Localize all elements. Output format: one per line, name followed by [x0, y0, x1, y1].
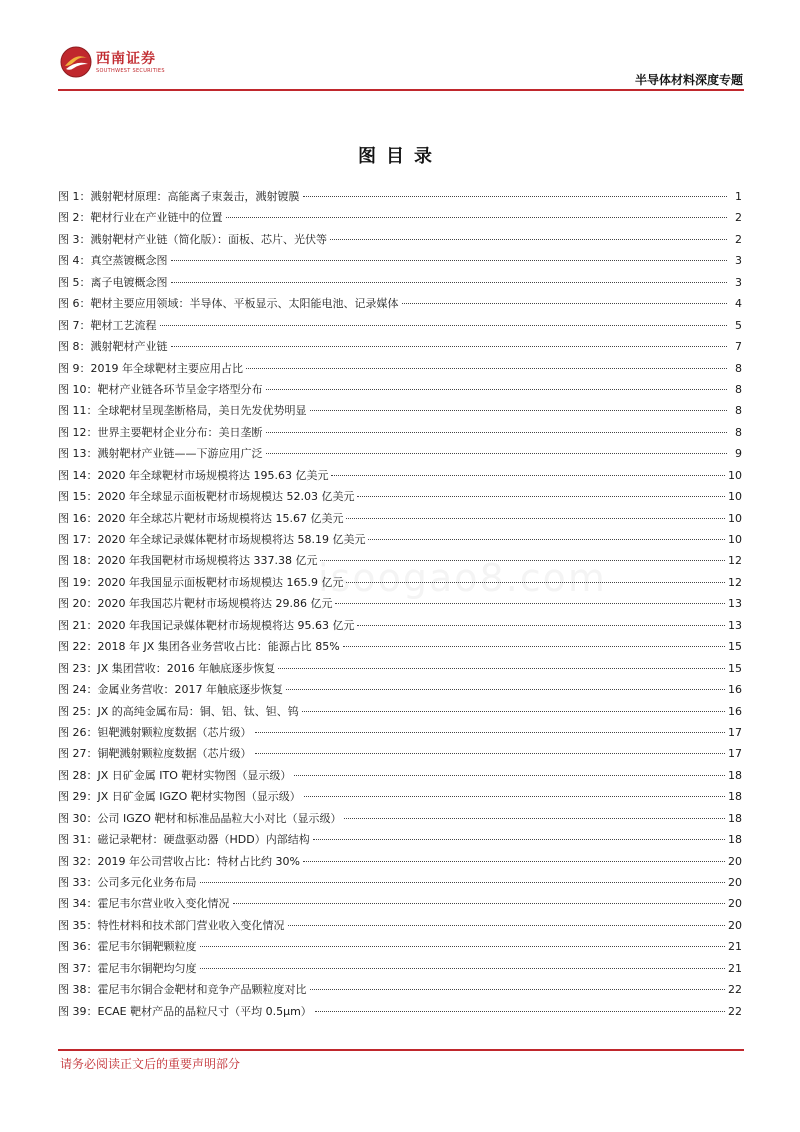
toc-leader-dots — [278, 667, 725, 669]
toc-entry-label[interactable]: 图 14：2020 年全球靶材市场规模将达 195.63 亿美元 — [58, 468, 329, 482]
toc-leader-dots — [160, 324, 728, 326]
toc-entry-label[interactable]: 图 28：JX 日矿金属 ITO 靶材实物图（显示级） — [58, 768, 292, 782]
toc-entry-label[interactable]: 图 32：2019 年公司营收占比：特材占比约 30% — [58, 854, 300, 868]
toc-entry-label[interactable]: 图 38：霍尼韦尔铜合金靶材和竞争产品颗粒度对比 — [58, 983, 307, 997]
toc-leader-dots — [346, 517, 725, 519]
toc-entry-page-number[interactable]: 17 — [728, 725, 742, 739]
toc-entry[interactable] — [58, 465, 742, 486]
toc-entry[interactable] — [58, 679, 742, 700]
toc-entry[interactable] — [58, 658, 742, 679]
toc-entry[interactable] — [58, 529, 742, 550]
toc-entry-page-number[interactable]: 1 — [735, 190, 742, 203]
toc-entry[interactable] — [58, 293, 742, 314]
toc-entry-label[interactable]: 图 9：2019 年全球靶材主要应用占比 — [58, 361, 243, 375]
toc-entry-page-number[interactable]: 20 — [728, 876, 742, 889]
toc-entry-label[interactable]: 图 15：2020 年全球显示面板靶材市场规模达 52.03 亿美元 — [58, 490, 355, 504]
toc-entry[interactable] — [58, 615, 742, 636]
toc-entry[interactable] — [58, 765, 742, 786]
toc-entry-label[interactable]: 图 33：公司多元化业务布局 — [58, 876, 197, 889]
toc-entry[interactable] — [58, 958, 742, 979]
toc-leader-dots — [357, 495, 725, 497]
toc-entry-label[interactable]: 图 20：2020 年我国芯片靶材市场规模将达 29.86 亿元 — [58, 597, 333, 611]
toc-leader-dots — [315, 1010, 725, 1012]
toc-entry[interactable] — [58, 207, 742, 228]
toc-entry-label[interactable]: 图 26：钽靶溅射颗粒度数据（芯片级） — [58, 725, 252, 739]
toc-entry-label[interactable]: 图 25：JX 的高纯金属布局：铜、铝、钛、钽、钨 — [58, 704, 299, 718]
toc-leader-dots — [368, 538, 725, 540]
toc-entry-label[interactable]: 图 31：磁记录靶材：硬盘驱动器（HDD）内部结构 — [58, 833, 310, 847]
footer-divider — [58, 1049, 744, 1051]
toc-entry-label[interactable]: 图 10：靶材产业链各环节呈金字塔型分布 — [58, 382, 263, 396]
toc-entry[interactable] — [58, 851, 742, 872]
toc-leader-dots — [335, 602, 725, 604]
watermark: isoogao8.com — [318, 556, 607, 600]
toc-entry-label[interactable]: 图 21：2020 年我国记录媒体靶材市场规模将达 95.63 亿元 — [58, 618, 355, 632]
toc-entry[interactable] — [58, 743, 742, 764]
toc-entry-label[interactable]: 图 36：霍尼韦尔铜靶颗粒度 — [58, 940, 197, 954]
toc-leader-dots — [255, 752, 726, 754]
toc-leader-dots — [255, 731, 726, 733]
toc-entry[interactable] — [58, 336, 742, 357]
toc-leader-dots — [330, 238, 727, 240]
toc-entry-page-number[interactable]: 16 — [728, 704, 742, 718]
toc-entry-label[interactable]: 图 16：2020 年全球芯片靶材市场规模将达 15.67 亿美元 — [58, 511, 344, 525]
toc-leader-dots — [310, 409, 728, 411]
toc-entry-label[interactable]: 图 24：金属业务营收：2017 年触底逐步恢复 — [58, 683, 283, 697]
toc-leader-dots — [313, 838, 725, 840]
toc-entry-label[interactable]: 图 18：2020 年我国靶材市场规模将达 337.38 亿元 — [58, 554, 318, 568]
brand-name-cn: 西南证券 — [96, 51, 156, 67]
toc-leader-dots — [357, 624, 725, 626]
toc-entry-label[interactable]: 图 34：霍尼韦尔营业收入变化情况 — [58, 897, 230, 911]
toc-entry-page-number[interactable]: 13 — [728, 597, 742, 611]
toc-entry-label[interactable]: 图 22：2018 年 JX 集团各业务营收占比：能源占比 85% — [58, 640, 340, 654]
toc-entry[interactable] — [58, 443, 742, 464]
toc-entry-page-number[interactable]: 15 — [728, 640, 742, 654]
toc-entry-page-number[interactable]: 8 — [735, 361, 742, 375]
toc-entry-page-number[interactable]: 3 — [735, 254, 742, 268]
toc-entry[interactable] — [58, 379, 742, 400]
toc-leader-dots — [171, 281, 728, 283]
toc-leader-dots — [344, 817, 725, 819]
toc-entry-label[interactable]: 图 39：ECAE 靶材产品的晶粒尺寸（平均 0.5μm） — [58, 1004, 312, 1018]
toc-leader-dots — [200, 945, 726, 947]
toc-entry-page-number[interactable]: 18 — [728, 833, 742, 847]
toc-entry-page-number[interactable]: 15 — [728, 661, 742, 675]
logo-emblem-icon — [60, 46, 92, 78]
toc-entry-page-number[interactable]: 10 — [728, 511, 742, 525]
toc-entry-label[interactable]: 图 1：溅射靶材原理：高能离子束轰击，溅射镀膜 — [58, 190, 300, 203]
toc-entry[interactable] — [58, 872, 742, 893]
company-logo — [60, 46, 178, 80]
toc-entry[interactable] — [58, 636, 742, 657]
header-divider — [58, 89, 744, 91]
toc-entry-label[interactable]: 图 3：溅射靶材产业链（简化版）：面板、芯片、光伏等 — [58, 232, 327, 246]
toc-entry-page-number[interactable]: 3 — [735, 275, 742, 289]
toc-leader-dots — [343, 645, 725, 647]
page-header — [0, 0, 800, 92]
toc-entry-page-number[interactable]: 7 — [735, 340, 742, 354]
toc-entry-label[interactable]: 图 17：2020 年全球记录媒体靶材市场规模将达 58.19 亿美元 — [58, 533, 366, 546]
toc-entry-page-number[interactable]: 10 — [728, 468, 742, 482]
toc-entry[interactable] — [58, 572, 742, 593]
toc-entry-page-number[interactable]: 4 — [735, 297, 742, 311]
toc-entry[interactable] — [58, 272, 742, 293]
toc-entry[interactable] — [58, 893, 742, 914]
toc-entry-page-number[interactable]: 20 — [728, 854, 742, 868]
toc-entry-page-number[interactable]: 8 — [735, 404, 742, 418]
brand-name-en: SOUTHWEST SECURITIES — [96, 68, 165, 74]
toc-leader-dots — [303, 195, 728, 197]
toc-entry-page-number[interactable]: 12 — [728, 575, 742, 589]
toc-leader-dots — [171, 345, 728, 347]
toc-entry-page-number[interactable]: 20 — [728, 918, 742, 932]
footer-disclaimer: 请务必阅读正文后的重要声明部分 — [60, 1057, 241, 1071]
toc-entry[interactable] — [58, 229, 742, 250]
toc-leader-dots — [200, 881, 726, 883]
toc-entry-page-number[interactable]: 8 — [735, 382, 742, 396]
toc-entry-label[interactable]: 图 12：世界主要靶材企业分布：美日垄断 — [58, 425, 263, 439]
toc-entry-label[interactable]: 图 2：靶材行业在产业链中的位置 — [58, 211, 223, 225]
toc-leader-dots — [294, 774, 725, 776]
toc-entry[interactable] — [58, 593, 742, 614]
toc-entry-page-number[interactable]: 12 — [728, 554, 742, 568]
toc-entry[interactable] — [58, 186, 742, 207]
toc-entry-page-number[interactable]: 22 — [728, 983, 742, 997]
toc-leader-dots — [304, 795, 725, 797]
report-title: 半导体材料深度专题 — [634, 73, 743, 87]
toc-leader-dots — [246, 367, 727, 369]
toc-entry-page-number[interactable]: 22 — [728, 1004, 742, 1018]
toc-leader-dots — [200, 967, 726, 969]
toc-entry[interactable] — [58, 550, 742, 571]
toc-entry[interactable] — [58, 358, 742, 379]
toc-leader-dots — [303, 860, 725, 862]
toc-entry-page-number[interactable]: 9 — [735, 447, 742, 461]
toc-entry-label[interactable]: 图 27：铜靶溅射颗粒度数据（芯片级） — [58, 747, 252, 761]
toc-entry-page-number[interactable]: 21 — [728, 940, 742, 954]
toc-entry-label[interactable]: 图 13：溅射靶材产业链——下游应用广泛 — [58, 447, 263, 461]
toc-entry-label[interactable]: 图 8：溅射靶材产业链 — [58, 340, 168, 354]
toc-entry[interactable] — [58, 829, 742, 850]
toc-leader-dots — [286, 688, 725, 690]
toc-entry-page-number[interactable]: 21 — [728, 961, 742, 975]
toc-entry[interactable] — [58, 979, 742, 1000]
toc-leader-dots — [288, 924, 726, 926]
toc-entry[interactable] — [58, 786, 742, 807]
toc-leader-dots — [320, 559, 725, 561]
toc-entry-page-number[interactable]: 18 — [728, 790, 742, 804]
toc-entry-page-number[interactable]: 20 — [728, 897, 742, 911]
toc-leader-dots — [226, 216, 728, 218]
toc-entry-label[interactable]: 图 29：JX 日矿金属 IGZO 靶材实物图（显示级） — [58, 790, 301, 804]
toc-entry-label[interactable]: 图 19：2020 年我国显示面板靶材市场规模达 165.9 亿元 — [58, 575, 344, 589]
toc-entry-label[interactable]: 图 5：离子电镀概念图 — [58, 275, 168, 289]
toc-leader-dots — [402, 302, 728, 304]
toc-entry[interactable] — [58, 915, 742, 936]
toc-leader-dots — [233, 902, 726, 904]
toc-entry-page-number[interactable]: 16 — [728, 683, 742, 697]
figure-table-of-contents — [58, 186, 742, 1022]
toc-entry-label[interactable]: 图 7：靶材工艺流程 — [58, 318, 157, 332]
toc-entry-page-number[interactable]: 8 — [735, 425, 742, 439]
toc-entry-page-number[interactable]: 10 — [728, 533, 742, 546]
toc-entry-page-number[interactable]: 17 — [728, 747, 742, 761]
toc-entry-label[interactable]: 图 4：真空蒸镀概念图 — [58, 254, 168, 268]
toc-entry-label[interactable]: 图 23：JX 集团营收：2016 年触底逐步恢复 — [58, 661, 276, 675]
toc-entry-page-number[interactable]: 18 — [728, 811, 742, 825]
toc-entry-page-number[interactable]: 18 — [728, 768, 742, 782]
page-title: 图目录 — [358, 146, 442, 167]
toc-leader-dots — [331, 474, 725, 476]
toc-entry[interactable] — [58, 701, 742, 722]
toc-entry-label[interactable]: 图 6：靶材主要应用领域：半导体、平板显示、太阳能电池、记录媒体 — [58, 297, 399, 311]
toc-entry-page-number[interactable]: 13 — [728, 618, 742, 632]
toc-entry[interactable] — [58, 422, 742, 443]
toc-entry[interactable] — [58, 1001, 742, 1022]
toc-leader-dots — [346, 581, 725, 583]
toc-entry-page-number[interactable]: 10 — [728, 490, 742, 504]
toc-entry-label[interactable]: 图 35：特性材料和技术部门营业收入变化情况 — [58, 918, 285, 932]
toc-entry-page-number[interactable]: 2 — [735, 232, 742, 246]
toc-entry-page-number[interactable]: 5 — [735, 318, 742, 332]
toc-entry-label[interactable]: 图 30：公司 IGZO 靶材和标准品晶粒大小对比（显示级） — [58, 811, 342, 825]
toc-entry-label[interactable]: 图 11：全球靶材呈现垄断格局，美日先发优势明显 — [58, 404, 307, 418]
toc-leader-dots — [266, 431, 728, 433]
toc-entry[interactable] — [58, 400, 742, 421]
toc-leader-dots — [310, 988, 726, 990]
toc-leader-dots — [266, 388, 728, 390]
toc-entry[interactable] — [58, 250, 742, 271]
toc-leader-dots — [266, 452, 728, 454]
toc-entry[interactable] — [58, 508, 742, 529]
toc-entry[interactable] — [58, 808, 742, 829]
toc-leader-dots — [171, 259, 728, 261]
toc-leader-dots — [302, 710, 725, 712]
toc-entry[interactable] — [58, 936, 742, 957]
toc-entry[interactable] — [58, 722, 742, 743]
toc-entry[interactable] — [58, 315, 742, 336]
toc-entry-page-number[interactable]: 2 — [735, 211, 742, 225]
toc-entry-label[interactable]: 图 37：霍尼韦尔铜靶均匀度 — [58, 961, 197, 975]
toc-entry[interactable] — [58, 486, 742, 507]
